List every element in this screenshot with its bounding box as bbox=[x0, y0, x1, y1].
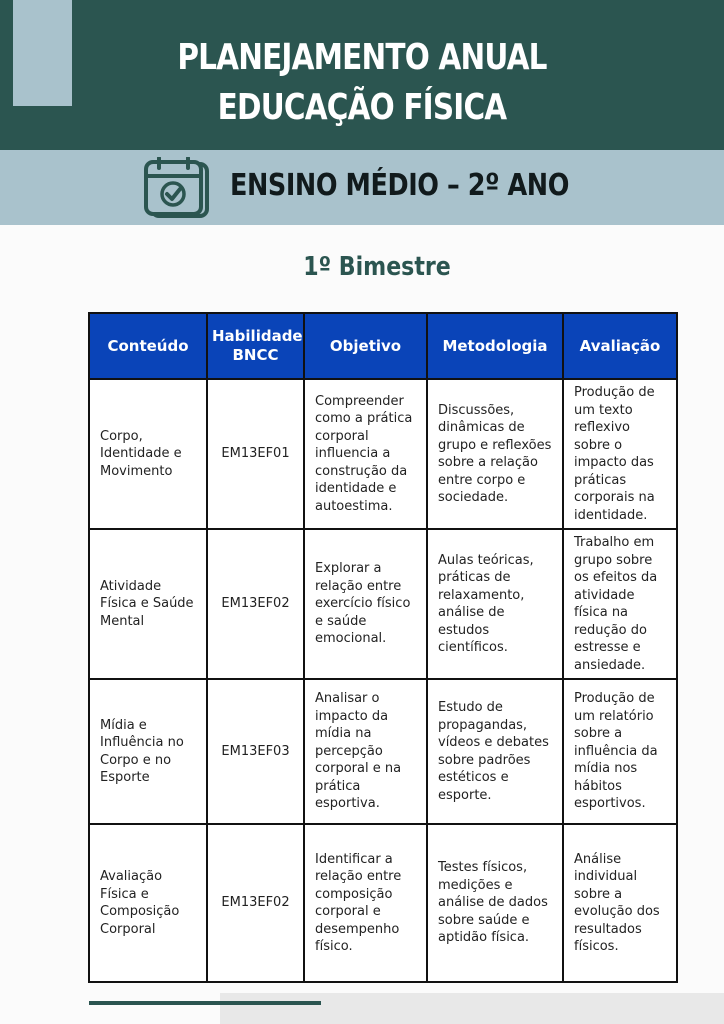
calendar-check-icon bbox=[141, 157, 211, 219]
cell-avaliacao: Produção de um texto reflexivo sobre o impacto das práticas corporais na identidade. bbox=[563, 379, 677, 529]
cell-objetivo: Compreender como a prática corporal influencia a construção da identidade e autoestima. bbox=[304, 379, 427, 529]
footer-divider bbox=[89, 1001, 321, 1005]
cell-habilidade: EM13EF02 bbox=[207, 529, 304, 679]
plan-table bbox=[88, 312, 678, 983]
cell-avaliacao: Trabalho em grupo sobre os efeitos da atividade física na redução do estresse e ansiedade. bbox=[563, 529, 677, 679]
cell-objetivo: Identificar a relação entre composição corporal e desempenho físico. bbox=[304, 824, 427, 982]
cell-habilidade: EM13EF01 bbox=[207, 379, 304, 529]
cell-metodologia: Estudo de propagandas, vídeos e debates sobre padrões estéticos e esporte. bbox=[427, 679, 563, 824]
cell-conteudo: Atividade Física e Saúde Mental bbox=[89, 529, 207, 679]
cell-metodologia: Discussões, dinâmicas de grupo e reflexões sobre a relação entre corpo e sociedade. bbox=[427, 379, 563, 529]
header-objetivo: Objetivo bbox=[304, 313, 427, 379]
table-row bbox=[89, 679, 677, 824]
table-header-row bbox=[89, 313, 677, 379]
cell-habilidade: EM13EF03 bbox=[207, 679, 304, 824]
cell-avaliacao: Produção de um relatório sobre a influência da mídia nos hábitos esportivos. bbox=[563, 679, 677, 824]
header-accent-bar bbox=[13, 0, 72, 106]
table-row bbox=[89, 379, 677, 529]
cell-objetivo: Analisar o impacto da mídia na percepção corporal e na prática esportiva. bbox=[304, 679, 427, 824]
cell-conteudo: Avaliação Física e Composição Corporal bbox=[89, 824, 207, 982]
subtitle: ENSINO MÉDIO – 2º ANO bbox=[230, 168, 569, 203]
page-title-line2: EDUCAÇÃO FÍSICA bbox=[217, 87, 507, 128]
header-habilidade: Habilidade BNCC bbox=[207, 313, 304, 379]
page-title-line1: PLANEJAMENTO ANUAL bbox=[177, 37, 547, 78]
cell-avaliacao: Análise individual sobre a evolução dos resultados físicos. bbox=[563, 824, 677, 982]
cell-metodologia: Testes físicos, medições e análise de dados sobre saúde e aptidão física. bbox=[427, 824, 563, 982]
header-avaliacao: Avaliação bbox=[563, 313, 677, 379]
cell-metodologia: Aulas teóricas, práticas de relaxamento, análise de estudos científicos. bbox=[427, 529, 563, 679]
header-metodologia: Metodologia bbox=[427, 313, 563, 379]
table-row bbox=[89, 529, 677, 679]
section-title: 1º Bimestre bbox=[303, 252, 451, 282]
table-row bbox=[89, 824, 677, 982]
cell-habilidade: EM13EF02 bbox=[207, 824, 304, 982]
cell-objetivo: Explorar a relação entre exercício físico e saúde emocional. bbox=[304, 529, 427, 679]
cell-conteudo: Corpo, Identidade e Movimento bbox=[89, 379, 207, 529]
cell-conteudo: Mídia e Influência no Corpo e no Esporte bbox=[89, 679, 207, 824]
footer-block bbox=[220, 993, 724, 1024]
header-conteudo: Conteúdo bbox=[89, 313, 207, 379]
